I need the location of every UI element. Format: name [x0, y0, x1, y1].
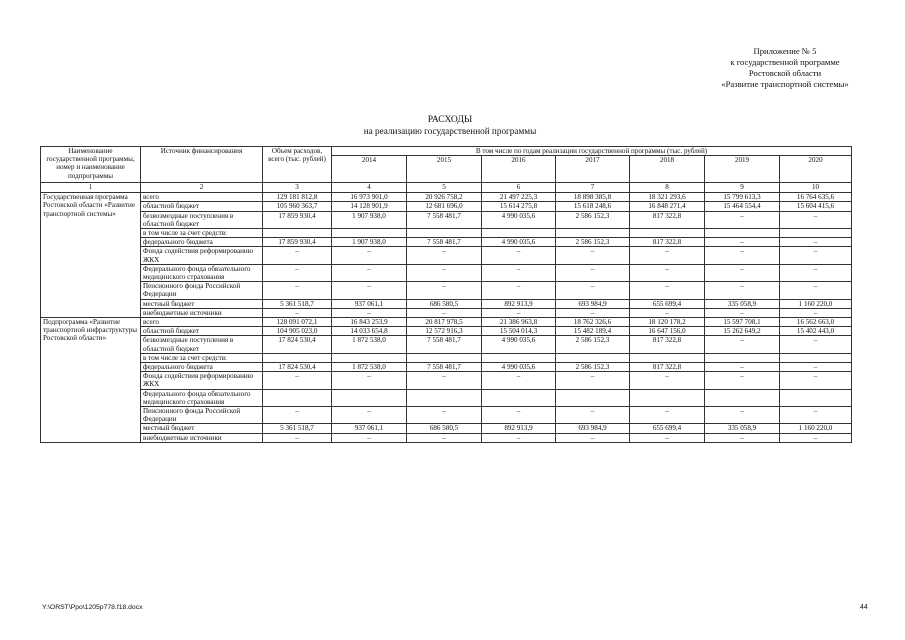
funding-source: всего: [141, 318, 263, 327]
year-value: –: [705, 211, 780, 228]
column-index: 3: [263, 183, 332, 193]
year-value: [630, 229, 705, 238]
year-value: [407, 353, 482, 362]
funding-source: безвозмездные поступления в областной бюджет: [141, 336, 263, 353]
year-value: 15 482 189,4: [556, 327, 630, 336]
year-value: –: [780, 363, 852, 372]
appendix-line: Ростовской области: [748, 68, 822, 78]
column-index: 4: [332, 183, 407, 193]
year-value: 655 699,4: [630, 424, 705, 433]
year-value: –: [407, 372, 482, 389]
document-title: РАСХОДЫ: [427, 114, 473, 125]
funding-source: федерального бюджета: [141, 238, 263, 247]
header-year: 2015: [407, 156, 482, 183]
year-value: 16 562 663,0: [780, 318, 852, 327]
header-name: Наименование государственной программы, номер и наименование подпрограммы: [41, 147, 141, 183]
year-value: –: [705, 308, 780, 317]
table-row: [41, 247, 852, 264]
year-value: –: [705, 264, 780, 281]
year-value: 2 586 152,3: [556, 211, 630, 228]
year-value: 16 647 156,0: [630, 327, 705, 336]
total-value: 129 181 812,8: [263, 193, 332, 202]
column-index: 5: [407, 183, 482, 193]
table-row: [41, 211, 852, 228]
year-value: 15 464 554,4: [705, 202, 780, 211]
year-value: 686 580,5: [407, 299, 482, 308]
total-value: 5 361 518,7: [263, 299, 332, 308]
funding-source: Фонда содействия реформированию ЖКХ: [141, 247, 263, 264]
table-row: [41, 229, 852, 238]
year-value: 892 913,9: [482, 424, 556, 433]
year-value: [482, 389, 556, 406]
year-value: 4 990 035,6: [482, 238, 556, 247]
appendix-line: к государственной программе: [730, 57, 840, 67]
year-value: –: [630, 372, 705, 389]
funding-source: Фонда содействия реформированию ЖКХ: [141, 372, 263, 389]
total-value: –: [263, 433, 332, 442]
total-value: –: [263, 372, 332, 389]
funding-source: безвозмездные поступления в областной бюджет: [141, 211, 263, 228]
year-value: 15 618 248,6: [556, 202, 630, 211]
year-value: 1 872 538,0: [332, 336, 407, 353]
year-value: 1 907 938,0: [332, 238, 407, 247]
year-value: –: [332, 264, 407, 281]
year-value: [705, 353, 780, 362]
table-row: [41, 202, 852, 211]
header-year: 2017: [556, 156, 630, 183]
year-value: –: [482, 407, 556, 424]
column-index: 8: [630, 183, 705, 193]
year-value: 18 762 326,6: [556, 318, 630, 327]
table-row: [41, 308, 852, 317]
table-row: [41, 299, 852, 308]
total-value: –: [263, 264, 332, 281]
year-value: –: [780, 336, 852, 353]
year-value: 15 614 275,8: [482, 202, 556, 211]
year-value: 693 984,9: [556, 299, 630, 308]
year-value: 20 926 758,2: [407, 193, 482, 202]
funding-source: Пенсионного фонда Российской Федерации: [141, 407, 263, 424]
year-value: –: [482, 282, 556, 299]
year-value: 7 558 481,7: [407, 363, 482, 372]
total-value: 105 960 363,7: [263, 202, 332, 211]
year-value: 4 990 035,6: [482, 211, 556, 228]
column-index: 9: [705, 183, 780, 193]
year-value: 15 262 649,2: [705, 327, 780, 336]
table-row: [41, 389, 852, 406]
year-value: 15 597 708,1: [705, 318, 780, 327]
year-value: –: [482, 308, 556, 317]
total-value: 17 824 530,4: [263, 363, 332, 372]
total-value: 17 859 930,4: [263, 211, 332, 228]
year-value: 817 322,8: [630, 363, 705, 372]
year-value: [332, 353, 407, 362]
year-value: –: [407, 407, 482, 424]
year-value: –: [332, 282, 407, 299]
year-value: 16 848 271,4: [630, 202, 705, 211]
year-value: [556, 389, 630, 406]
year-value: –: [332, 372, 407, 389]
year-value: –: [556, 433, 630, 442]
year-value: –: [705, 407, 780, 424]
table-row: [41, 318, 852, 327]
year-value: –: [705, 282, 780, 299]
header-years: В том числе по годам реализации государственной программы (тыс. рублей): [332, 147, 852, 156]
appendix-line: «Развитие транспортной системы»: [721, 79, 849, 89]
funding-source: Федерального фонда обязательного медицинского страхования: [141, 389, 263, 406]
year-value: 693 984,9: [556, 424, 630, 433]
year-value: 14 128 901,9: [332, 202, 407, 211]
funding-source: в том числе за счет средств:: [141, 353, 263, 362]
year-value: 14 033 654,8: [332, 327, 407, 336]
header-source: Источник финансирования: [141, 147, 263, 183]
year-value: –: [780, 308, 852, 317]
year-value: 817 322,8: [630, 238, 705, 247]
year-value: –: [705, 433, 780, 442]
funding-source: Пенсионного фонда Российской Федерации: [141, 282, 263, 299]
year-value: 21 386 963,8: [482, 318, 556, 327]
year-value: [332, 229, 407, 238]
year-value: 12 572 916,3: [407, 327, 482, 336]
year-value: –: [780, 211, 852, 228]
year-value: 937 061,1: [332, 299, 407, 308]
year-value: [407, 229, 482, 238]
header-year: 2018: [630, 156, 705, 183]
year-value: 18 898 385,8: [556, 193, 630, 202]
column-index: 2: [141, 183, 263, 193]
year-value: 18 321 293,6: [630, 193, 705, 202]
total-value: –: [263, 407, 332, 424]
year-value: 12 681 696,0: [407, 202, 482, 211]
year-value: 1 907 938,0: [332, 211, 407, 228]
footer-file-path: Y:\ORST\Ppo\1205p778.f18.docx: [42, 604, 143, 611]
header-total: Объем расходов, всего (тыс. рублей): [263, 147, 332, 183]
table-row: [41, 282, 852, 299]
appendix-line: Приложение № 5: [753, 46, 817, 56]
year-value: 817 322,8: [630, 336, 705, 353]
total-value: [263, 389, 332, 406]
year-value: 335 058,9: [705, 299, 780, 308]
header-year: 2020: [780, 156, 852, 183]
year-value: –: [630, 282, 705, 299]
column-index: 7: [556, 183, 630, 193]
table-row: [41, 433, 852, 442]
year-value: –: [705, 363, 780, 372]
year-value: 15 604 415,6: [780, 202, 852, 211]
program-name: Государственная программа Ростовской области «Развитие транспортной системы»: [41, 193, 141, 318]
year-value: 21 497 225,3: [482, 193, 556, 202]
appendix-heading: [690, 46, 880, 90]
header-year: 2014: [332, 156, 407, 183]
page-number: 44: [860, 604, 868, 611]
year-value: 16 973 901,0: [332, 193, 407, 202]
table-row: [41, 264, 852, 281]
year-value: [630, 353, 705, 362]
year-value: 18 120 178,2: [630, 318, 705, 327]
year-value: 7 558 481,7: [407, 336, 482, 353]
year-value: 937 061,1: [332, 424, 407, 433]
year-value: 7 558 481,7: [407, 211, 482, 228]
total-value: –: [263, 308, 332, 317]
funding-source: Федерального фонда обязательного медицинского страхования: [141, 264, 263, 281]
year-value: 686 580,5: [407, 424, 482, 433]
year-value: –: [705, 336, 780, 353]
column-index: 10: [780, 183, 852, 193]
year-value: 655 699,4: [630, 299, 705, 308]
year-value: [556, 353, 630, 362]
year-value: –: [407, 308, 482, 317]
year-value: 16 843 253,9: [332, 318, 407, 327]
year-value: –: [482, 247, 556, 264]
year-value: –: [332, 407, 407, 424]
total-value: 17 859 930,4: [263, 238, 332, 247]
year-value: 1 160 220,0: [780, 424, 852, 433]
year-value: –: [556, 247, 630, 264]
funding-source: всего: [141, 193, 263, 202]
year-value: –: [556, 264, 630, 281]
year-value: –: [630, 247, 705, 264]
year-value: 7 558 481,7: [407, 238, 482, 247]
year-value: 2 586 152,3: [556, 336, 630, 353]
year-value: 817 322,8: [630, 211, 705, 228]
funding-source: местный бюджет: [141, 299, 263, 308]
column-index: 1: [41, 183, 141, 193]
year-value: [407, 389, 482, 406]
year-value: [332, 389, 407, 406]
year-value: –: [705, 247, 780, 264]
year-value: [556, 229, 630, 238]
year-value: 2 586 152,3: [556, 363, 630, 372]
table-row: [41, 193, 852, 202]
year-value: 1 872 538,0: [332, 363, 407, 372]
year-value: 2 586 152,3: [556, 238, 630, 247]
year-value: –: [780, 433, 852, 442]
year-value: –: [630, 264, 705, 281]
year-value: –: [780, 264, 852, 281]
year-value: –: [556, 372, 630, 389]
year-value: –: [407, 247, 482, 264]
year-value: –: [407, 433, 482, 442]
year-value: –: [332, 433, 407, 442]
table-row: [41, 372, 852, 389]
funding-source: областной бюджет: [141, 327, 263, 336]
year-value: –: [630, 407, 705, 424]
year-value: 16 764 635,6: [780, 193, 852, 202]
funding-source: федерального бюджета: [141, 363, 263, 372]
year-value: –: [556, 282, 630, 299]
year-value: –: [482, 264, 556, 281]
year-value: 1 160 220,0: [780, 299, 852, 308]
year-value: –: [780, 407, 852, 424]
header-year: 2019: [705, 156, 780, 183]
total-value: –: [263, 247, 332, 264]
year-value: 15 402 443,0: [780, 327, 852, 336]
year-value: 20 817 978,5: [407, 318, 482, 327]
year-value: –: [407, 264, 482, 281]
funding-source: внебюджетные источники: [141, 308, 263, 317]
year-value: 4 990 035,6: [482, 336, 556, 353]
year-value: [780, 353, 852, 362]
year-value: –: [556, 407, 630, 424]
year-value: [482, 229, 556, 238]
year-value: –: [780, 247, 852, 264]
funding-source: внебюджетные источники: [141, 433, 263, 442]
year-value: 15 504 014,3: [482, 327, 556, 336]
year-value: [630, 389, 705, 406]
year-value: [780, 389, 852, 406]
funding-source: местный бюджет: [141, 424, 263, 433]
year-value: –: [332, 247, 407, 264]
table-row: [41, 407, 852, 424]
total-value: 17 824 530,4: [263, 336, 332, 353]
table-row: [41, 363, 852, 372]
total-value: 128 091 072,1: [263, 318, 332, 327]
year-value: 892 913,9: [482, 299, 556, 308]
year-value: [705, 389, 780, 406]
year-value: –: [556, 308, 630, 317]
year-value: –: [705, 372, 780, 389]
table-row: [41, 424, 852, 433]
total-value: 104 905 023,0: [263, 327, 332, 336]
funding-source: в том числе за счет средств:: [141, 229, 263, 238]
total-value: 5 361 518,7: [263, 424, 332, 433]
year-value: –: [780, 282, 852, 299]
funding-source: областной бюджет: [141, 202, 263, 211]
year-value: –: [780, 238, 852, 247]
year-value: –: [705, 238, 780, 247]
header-year: 2016: [482, 156, 556, 183]
total-value: [263, 353, 332, 362]
year-value: –: [407, 282, 482, 299]
year-value: [482, 353, 556, 362]
program-name: Подпрограмма «Развитие транспортной инфраструктуры Ростовской области»: [41, 318, 141, 443]
table-row: [41, 353, 852, 362]
total-value: [263, 229, 332, 238]
expenditure-table: [40, 146, 852, 443]
year-value: –: [482, 433, 556, 442]
table-row: [41, 238, 852, 247]
total-value: –: [263, 282, 332, 299]
column-index: 6: [482, 183, 556, 193]
year-value: [705, 229, 780, 238]
year-value: 4 990 035,6: [482, 363, 556, 372]
year-value: –: [780, 372, 852, 389]
year-value: –: [482, 372, 556, 389]
year-value: –: [630, 308, 705, 317]
year-value: –: [332, 308, 407, 317]
year-value: 15 799 613,3: [705, 193, 780, 202]
year-value: 335 058,9: [705, 424, 780, 433]
table-row: [41, 336, 852, 353]
year-value: [780, 229, 852, 238]
year-value: –: [630, 433, 705, 442]
table-row: [41, 327, 852, 336]
document-subtitle: на реализацию государственной программы: [363, 126, 537, 136]
